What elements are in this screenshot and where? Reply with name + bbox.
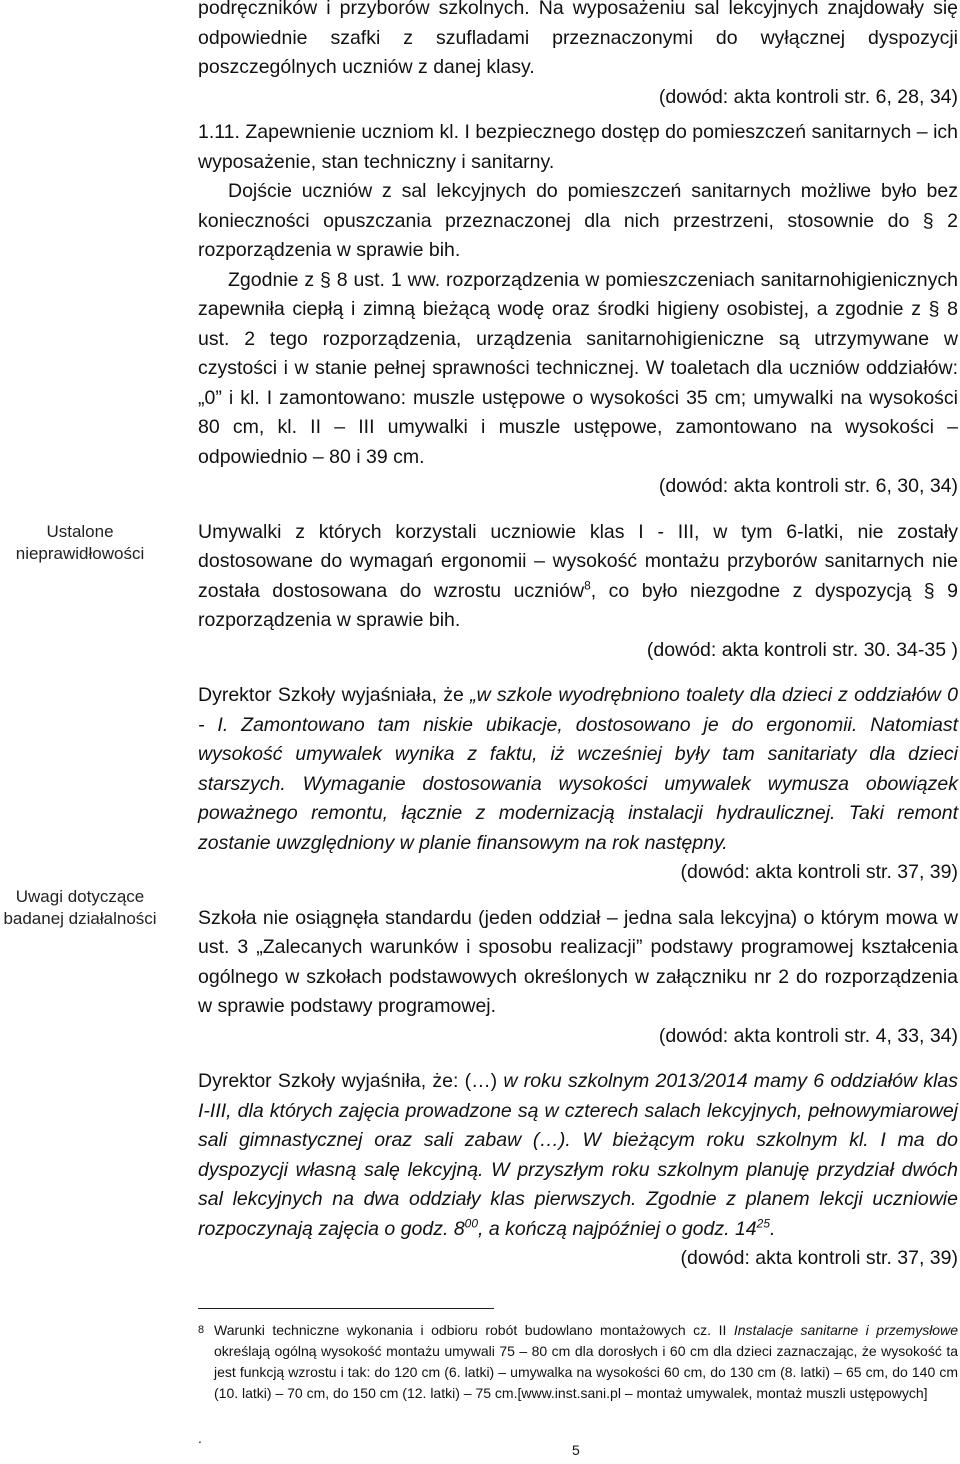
text-run: określają ogólną wysokość montażu umywali 75 – 80 cm dla dorosłych i 60 cm dla dzieci zaznaczając, że wysokość ta jest funkcją wzrostu i tak: do 120 cm (6. latki) – umywalka na wysokości 60 cm, do 130 cm (8. latki) – 65 cm, do 140 cm (10. latki) – 70 cm, do 150 cm (12. latki) – 75 cm.[www.inst.sani.pl – montaż umywalek, montaż muszli ustępowych] bbox=[214, 1343, 958, 1401]
text-run: Umywalki z których korzystali uczniowie klas I - III, w tym 6-latki, nie zostały dostosowane do wymagań ergonomii – wysokość montażu przyborów sanitarnych nie została dostosowana do wzrostu uczniów bbox=[198, 520, 958, 602]
paragraph bbox=[198, 518, 958, 636]
main-content bbox=[198, 0, 958, 1274]
evidence-reference: (dowód: akta kontroli str. 6, 30, 34) bbox=[658, 475, 958, 497]
paragraph: Zgodnie z § 8 ust. 1 ww. rozporządzenia w pomieszczeniach sanitarnohigienicznych zapewniła ciepłą i zimną bieżącą wodę oraz środki higieny osobistej, a zgodnie z § 8 ust. 2 tego rozporządzenia, urządzenia sanitarnohigieniczne są utrzymywane w czystości i w stanie pełnej sprawności technicznej. W toaletach dla uczniów oddziałów: „0” i kl. I zamontowano: muszle ustępowe o wysokości 35 cm; umywalki na wysokości 80 cm, kl. II – III umywalki i muszle ustępowe, zamontowano na wysokości – odpowiednio – 80 i 39 cm. bbox=[198, 268, 958, 468]
text-run: Warunki techniczne wykonania i odbioru robót budowlano montażowych cz. II bbox=[214, 1322, 734, 1338]
quoted-explanation bbox=[198, 1070, 958, 1240]
section-heading: 1.11. Zapewnienie uczniom kl. I bezpiecznego dostęp do pomieszczeń sanitarnych – ich wyposażenie, stan techniczny i sanitarny. bbox=[198, 121, 958, 173]
margin-note-uwagi bbox=[0, 886, 160, 930]
margin-note-line: Uwagi dotyczące bbox=[15, 887, 145, 906]
paragraph: Szkoła nie osiągnęła standardu (jeden oddział – jedna sala lekcyjna) o którym mowa w ust. 3 „Zalecanych warunków i sposobu realizacji” podstawy programowej kształcenia ogólnego w szkołach podstawowych określonych w załączniku nr 2 do rozporządzenia w sprawie podstawy programowej. bbox=[198, 906, 958, 1017]
text-run: , a kończą najpóźniej o godz. 14 bbox=[478, 1217, 757, 1240]
superscript: 00 bbox=[464, 1216, 479, 1230]
evidence-reference: (dowód: akta kontroli str. 37, 39) bbox=[680, 1247, 958, 1269]
paragraph bbox=[198, 1067, 958, 1244]
superscript: 25 bbox=[756, 1216, 770, 1230]
text-run: Instalacje sanitarne i przemysłowe bbox=[733, 1322, 958, 1338]
text-run: Dyrektor Szkoły wyjaśniła, że: (…) bbox=[198, 1070, 504, 1092]
stray-dot: . bbox=[198, 1430, 202, 1446]
text-run: , co było niezgodne z dyspozycją § 9 rozporządzenia w sprawie bih. bbox=[198, 579, 958, 631]
footnote bbox=[198, 1320, 958, 1404]
footnote-ref: 8 bbox=[584, 578, 591, 592]
quoted-explanation: „w szkole wyodrębniono toalety dla dzieci z oddziałów 0 - I. Zamontowano tam niskie ubikacje, dostosowano je do ergonomii. Natomiast wysokość umywalek wynika z faktu, iż wcześniej były tam sanitariaty dla dzieci starszych. Wymaganie dostosowania wysokości umywalek wymusza obowiązek poważnego remontu, łącznie z modernizacją instalacji hydraulicznej. Taki remont zostanie uwzględniony w planie finansowym na rok następny. bbox=[198, 684, 958, 854]
evidence-reference: (dowód: akta kontroli str. 6, 28, 34) bbox=[658, 85, 958, 108]
evidence-reference: (dowód: akta kontroli str. 30. 34-35 ) bbox=[646, 638, 958, 661]
paragraph: Dojście uczniów z sal lekcyjnych do pomieszczeń sanitarnych możliwe było bez konieczności opuszczania przeznaczonej dla nich przestrzeni, stosownie do § 2 rozporządzenia w sprawie bih. bbox=[198, 180, 958, 261]
paragraph: podręczników i przyborów szkolnych. Na wyposażeniu sal lekcyjnych znajdowały się odpowiednie szafki z szufladami przeznaczonymi do wyłącznej dyspozycji poszczególnych uczniów z danej klasy. bbox=[198, 0, 958, 78]
page-number: 5 bbox=[572, 1442, 580, 1458]
text-run: Dyrektor Szkoły wyjaśniała, że bbox=[198, 684, 471, 706]
margin-note-ustalone bbox=[0, 521, 160, 565]
evidence-reference: (dowód: akta kontroli str. 37, 39) bbox=[680, 861, 958, 883]
evidence-reference: (dowód: akta kontroli str. 4, 33, 34) bbox=[658, 1024, 958, 1047]
margin-note-line: nieprawidłowości bbox=[15, 544, 145, 563]
margin-note-line: badanej działalności bbox=[3, 909, 157, 928]
paragraph bbox=[198, 681, 958, 858]
text-run: w roku szkolnym 2013/2014 mamy 6 oddziałów klas I-III, dla których zajęcia prowadzone są w czterech salach lekcyjnych, pełnowymiarowej sali gimnastycznej oraz sali zabaw (…). W bieżącym roku szkolnym kl. I ma do dyspozycji własną salę lekcyjną. W przyszłym roku szkolnym planuję przydział dwóch sal lekcyjnych na dwa oddziały klas pierwszych. Zgodnie z planem lekcji uczniowie rozpoczynają zajęcia o godz. 8 bbox=[198, 1070, 958, 1240]
footnote-divider bbox=[198, 1308, 494, 1309]
margin-note-line: Ustalone bbox=[46, 522, 114, 541]
text-run: . bbox=[770, 1217, 776, 1240]
footnote-number: 8 bbox=[198, 1324, 205, 1336]
footnote-text bbox=[214, 1320, 958, 1404]
